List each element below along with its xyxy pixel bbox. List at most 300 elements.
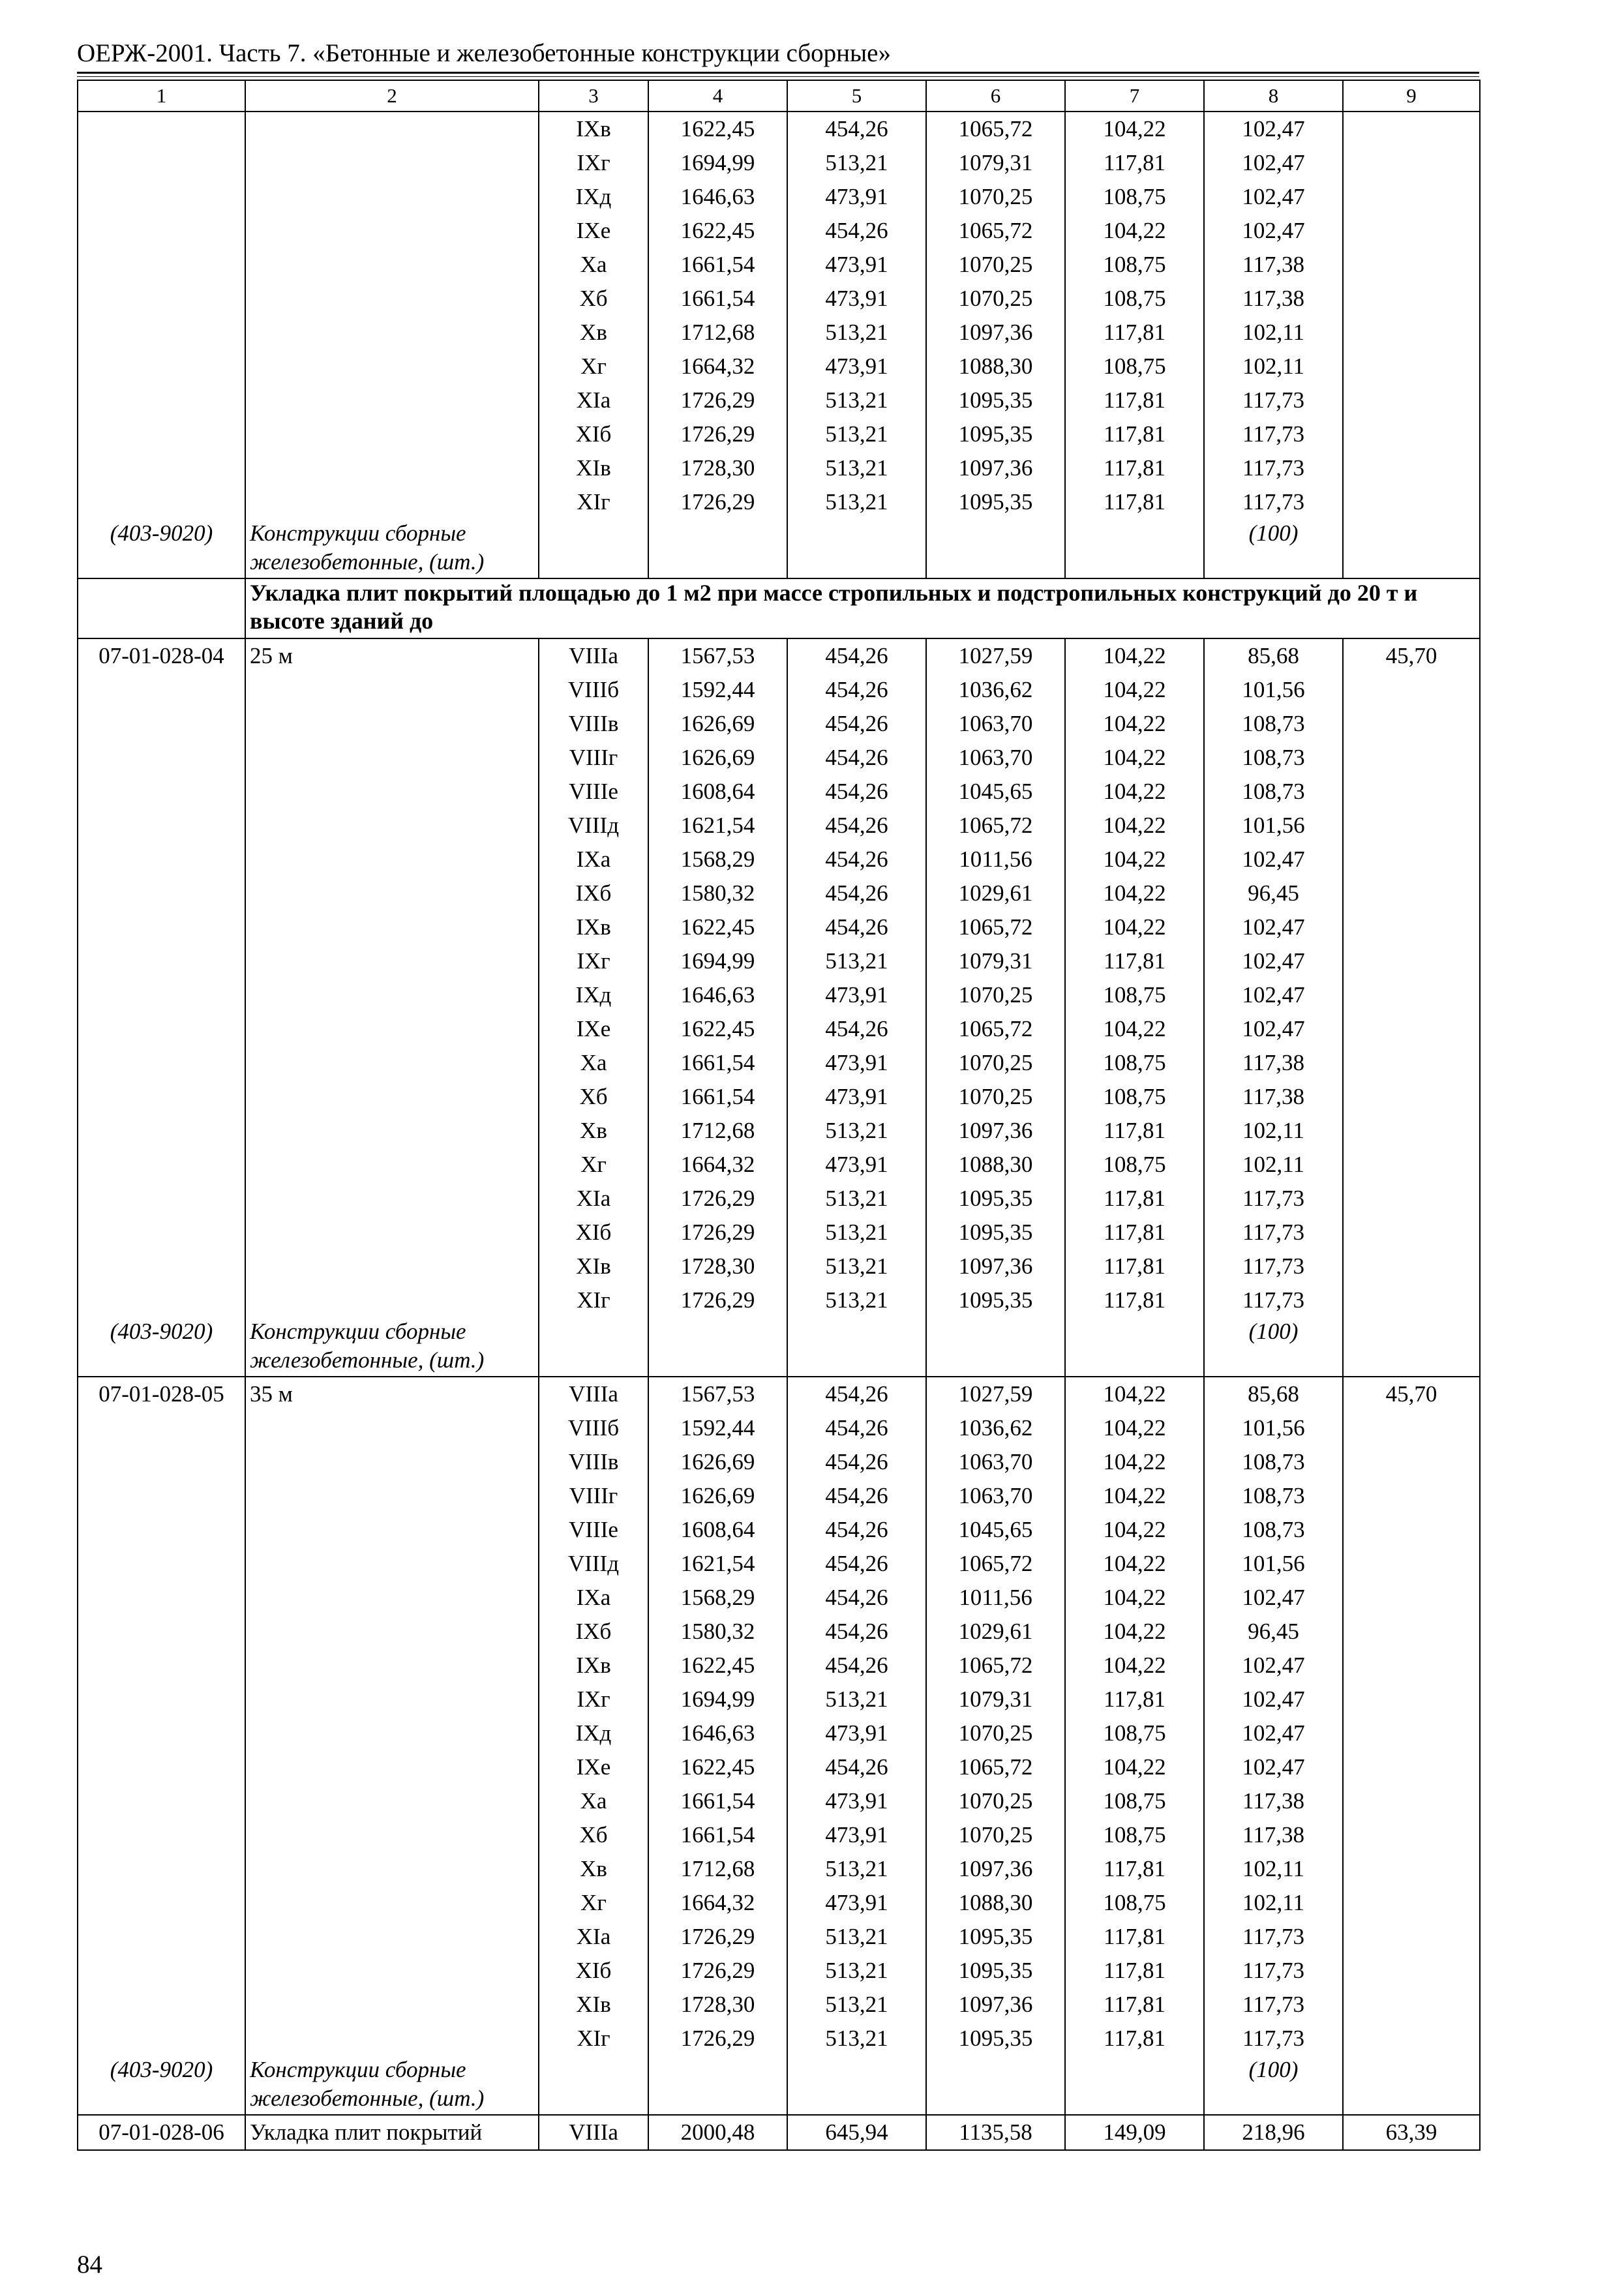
climate-zone-cell: XIг [539, 2022, 648, 2056]
value-cell: 218,96 [1204, 2115, 1343, 2150]
column-number: 3 [539, 80, 648, 112]
value-cell: 1592,44 [648, 1411, 787, 1445]
value-cell: 1070,25 [926, 248, 1065, 282]
value-cell: 102,47 [1204, 1581, 1343, 1615]
value-cell: 473,91 [787, 282, 926, 316]
value-cell: 1621,54 [648, 1547, 787, 1581]
empty-cell [648, 2056, 787, 2115]
value-cell: 473,91 [787, 1886, 926, 1920]
value-cell: 108,75 [1065, 978, 1204, 1012]
value-cell: 1661,54 [648, 1080, 787, 1114]
empty-cell [539, 1317, 648, 1377]
value-cell: 108,75 [1065, 1046, 1204, 1080]
value-cell: 513,21 [787, 383, 926, 417]
value-cell: 108,75 [1065, 248, 1204, 282]
value-cell: 1592,44 [648, 673, 787, 707]
value-cell: 1088,30 [926, 1148, 1065, 1182]
value-cell: 102,47 [1204, 1750, 1343, 1784]
empty-cell [1343, 2056, 1480, 2115]
value-cell: 117,73 [1204, 1283, 1343, 1317]
value-cell: 1726,29 [648, 1954, 787, 1988]
value-cell: 473,91 [787, 1716, 926, 1750]
value-cell: 1726,29 [648, 1920, 787, 1954]
empty-cell [539, 519, 648, 578]
value-cell: 108,73 [1204, 707, 1343, 741]
value-cell: 1070,25 [926, 180, 1065, 214]
value-cell: 1664,32 [648, 350, 787, 383]
value-cell: 101,56 [1204, 673, 1343, 707]
section-title: Укладка плит покрытий площадью до 1 м2 при массе стропильных и подстропильных конструкций до 20 т и высоте зданий до [245, 578, 1480, 638]
value-cell: 1608,64 [648, 1513, 787, 1547]
header-rule-thin [77, 76, 1479, 77]
value-cell: 1095,35 [926, 1283, 1065, 1317]
value-cell: 102,11 [1204, 1886, 1343, 1920]
climate-zone-cell: IXв [539, 910, 648, 944]
value-cell: 104,22 [1065, 673, 1204, 707]
value-cell: 1027,59 [926, 638, 1065, 673]
col9-cell: 45,70 [1343, 1377, 1480, 2056]
value-cell: 102,47 [1204, 1012, 1343, 1046]
climate-zone-cell: IXг [539, 146, 648, 180]
value-cell: 117,81 [1065, 451, 1204, 485]
value-cell: 117,73 [1204, 383, 1343, 417]
column-number: 8 [1204, 80, 1343, 112]
value-cell: 1626,69 [648, 1479, 787, 1513]
value-cell: 454,26 [787, 1377, 926, 1411]
value-cell: 102,47 [1204, 1649, 1343, 1683]
col9-cell: 63,39 [1343, 2115, 1480, 2150]
climate-zone-cell: VIIIв [539, 1445, 648, 1479]
value-cell: 1070,25 [926, 1046, 1065, 1080]
value-cell: 473,91 [787, 180, 926, 214]
value-cell: 1726,29 [648, 383, 787, 417]
value-cell: 1095,35 [926, 1182, 1065, 1216]
column-number: 2 [245, 80, 539, 112]
value-cell: 1608,64 [648, 775, 787, 809]
empty-cell [926, 1317, 1065, 1377]
climate-zone-cell: VIIIг [539, 1479, 648, 1513]
value-cell: 1622,45 [648, 1649, 787, 1683]
table-row [78, 112, 1480, 146]
value-cell: 473,91 [787, 350, 926, 383]
value-cell: 454,26 [787, 638, 926, 673]
value-cell: 117,81 [1065, 1283, 1204, 1317]
value-cell: 1097,36 [926, 451, 1065, 485]
value-cell: 1664,32 [648, 1148, 787, 1182]
value-cell: 108,73 [1204, 741, 1343, 775]
value-cell: 1661,54 [648, 1784, 787, 1818]
value-cell: 513,21 [787, 146, 926, 180]
climate-zone-cell: Xа [539, 248, 648, 282]
value-cell: 1065,72 [926, 112, 1065, 146]
climate-zone-cell: IXд [539, 1716, 648, 1750]
climate-zone-cell: VIIIв [539, 707, 648, 741]
value-cell: 645,94 [787, 2115, 926, 2150]
value-cell: 117,73 [1204, 485, 1343, 519]
value-cell: 1088,30 [926, 1886, 1065, 1920]
value-cell: 117,81 [1065, 1249, 1204, 1283]
resource-description-line: Конструкции сборные [250, 520, 466, 546]
description-cell: 25 м [245, 638, 539, 1317]
empty-cell [1343, 519, 1480, 578]
value-cell: 117,81 [1065, 383, 1204, 417]
value-cell: 454,26 [787, 673, 926, 707]
climate-zone-cell: XIа [539, 383, 648, 417]
value-cell: 1135,58 [926, 2115, 1065, 2150]
value-cell: 1095,35 [926, 383, 1065, 417]
value-cell: 117,73 [1204, 451, 1343, 485]
value-cell: 104,22 [1065, 1479, 1204, 1513]
value-cell: 1728,30 [648, 1988, 787, 2022]
value-cell: 117,73 [1204, 2022, 1343, 2056]
value-cell: 454,26 [787, 876, 926, 910]
value-cell: 108,73 [1204, 775, 1343, 809]
climate-zone-cell: XIг [539, 1283, 648, 1317]
value-cell: 117,81 [1065, 1216, 1204, 1249]
value-cell: 1097,36 [926, 316, 1065, 350]
value-cell: 1626,69 [648, 1445, 787, 1479]
value-cell: 513,21 [787, 1852, 926, 1886]
value-cell: 117,38 [1204, 1784, 1343, 1818]
value-cell: 117,81 [1065, 1954, 1204, 1988]
climate-zone-cell: XIб [539, 1954, 648, 1988]
climate-zone-cell: XIа [539, 1182, 648, 1216]
resource-code: (403-9020) [78, 519, 245, 578]
value-cell: 1726,29 [648, 1182, 787, 1216]
climate-zone-cell: XIв [539, 451, 648, 485]
value-cell: 454,26 [787, 809, 926, 843]
value-cell: 102,11 [1204, 1852, 1343, 1886]
value-cell: 104,22 [1065, 1615, 1204, 1649]
value-cell: 513,21 [787, 944, 926, 978]
value-cell: 102,11 [1204, 1114, 1343, 1148]
climate-zone-cell: XIб [539, 417, 648, 451]
value-cell: 1036,62 [926, 1411, 1065, 1445]
value-cell: 1622,45 [648, 112, 787, 146]
value-cell: 102,47 [1204, 146, 1343, 180]
empty-cell [648, 519, 787, 578]
value-cell: 513,21 [787, 1988, 926, 2022]
value-cell: 1567,53 [648, 1377, 787, 1411]
resource-code: (403-9020) [78, 1317, 245, 1377]
value-cell: 1070,25 [926, 1080, 1065, 1114]
value-cell: 1661,54 [648, 248, 787, 282]
value-cell: 513,21 [787, 417, 926, 451]
climate-zone-cell: IXб [539, 1615, 648, 1649]
value-cell: 1661,54 [648, 282, 787, 316]
climate-zone-cell: Xа [539, 1046, 648, 1080]
value-cell: 513,21 [787, 1249, 926, 1283]
value-cell: 1726,29 [648, 2022, 787, 2056]
value-cell: 1065,72 [926, 809, 1065, 843]
climate-zone-cell: VIIIд [539, 809, 648, 843]
climate-zone-cell: IXд [539, 978, 648, 1012]
value-cell: 1712,68 [648, 1114, 787, 1148]
col9-cell [1343, 112, 1480, 519]
empty-cell [78, 578, 245, 638]
value-cell: 108,73 [1204, 1445, 1343, 1479]
rates-table [77, 80, 1481, 2151]
empty-cell [787, 2056, 926, 2115]
column-number-row [78, 80, 1480, 112]
value-cell: 1664,32 [648, 1886, 787, 1920]
value-cell: 454,26 [787, 1012, 926, 1046]
value-cell: 104,22 [1065, 1547, 1204, 1581]
value-cell: 104,22 [1065, 214, 1204, 248]
value-cell: 454,26 [787, 112, 926, 146]
value-cell: 117,81 [1065, 1182, 1204, 1216]
value-cell: 108,75 [1065, 282, 1204, 316]
climate-zone-cell: Xг [539, 350, 648, 383]
value-cell: 102,47 [1204, 843, 1343, 876]
climate-zone-cell: VIIIе [539, 1513, 648, 1547]
resource-description [245, 519, 539, 578]
value-cell: 108,73 [1204, 1479, 1343, 1513]
value-cell: 117,81 [1065, 1114, 1204, 1148]
value-cell: 454,26 [787, 1479, 926, 1513]
value-cell: 102,11 [1204, 316, 1343, 350]
resource-note-row [78, 2056, 1480, 2115]
col9-cell: 45,70 [1343, 638, 1480, 1317]
value-cell: 1095,35 [926, 1954, 1065, 1988]
value-cell: 101,56 [1204, 1411, 1343, 1445]
value-cell: 1088,30 [926, 350, 1065, 383]
resource-description-line: Конструкции сборные [250, 1319, 466, 1344]
value-cell: 1728,30 [648, 1249, 787, 1283]
value-cell: 454,26 [787, 1615, 926, 1649]
value-cell: 454,26 [787, 843, 926, 876]
value-cell: 104,22 [1065, 112, 1204, 146]
description-cell: Укладка плит покрытий [245, 2115, 539, 2150]
value-cell: 513,21 [787, 485, 926, 519]
value-cell: 104,22 [1065, 1581, 1204, 1615]
value-cell: 473,91 [787, 1080, 926, 1114]
value-cell: 473,91 [787, 978, 926, 1012]
table-row [78, 2115, 1480, 2150]
resource-code: (403-9020) [78, 2056, 245, 2115]
resource-value: (100) [1204, 1317, 1343, 1377]
value-cell: 117,38 [1204, 1818, 1343, 1852]
value-cell: 1065,72 [926, 1547, 1065, 1581]
value-cell: 1065,72 [926, 1649, 1065, 1683]
resource-value: (100) [1204, 519, 1343, 578]
page-number: 84 [77, 2251, 102, 2279]
value-cell: 108,75 [1065, 180, 1204, 214]
climate-zone-cell: XIг [539, 485, 648, 519]
climate-zone-cell: Xб [539, 1080, 648, 1114]
value-cell: 1580,32 [648, 1615, 787, 1649]
value-cell: 454,26 [787, 1411, 926, 1445]
section-title-row [78, 578, 1480, 638]
value-cell: 117,73 [1204, 1182, 1343, 1216]
value-cell: 104,22 [1065, 1649, 1204, 1683]
value-cell: 104,22 [1065, 775, 1204, 809]
value-cell: 101,56 [1204, 1547, 1343, 1581]
value-cell: 108,75 [1065, 1716, 1204, 1750]
value-cell: 1097,36 [926, 1988, 1065, 2022]
value-cell: 1580,32 [648, 876, 787, 910]
empty-cell [1065, 2056, 1204, 2115]
value-cell: 117,38 [1204, 248, 1343, 282]
value-cell: 473,91 [787, 1818, 926, 1852]
value-cell: 1070,25 [926, 1716, 1065, 1750]
value-cell: 1646,63 [648, 180, 787, 214]
value-cell: 102,11 [1204, 350, 1343, 383]
climate-zone-cell: Xв [539, 1852, 648, 1886]
value-cell: 1029,61 [926, 876, 1065, 910]
climate-zone-cell: VIIIб [539, 1411, 648, 1445]
value-cell: 454,26 [787, 741, 926, 775]
value-cell: 102,47 [1204, 112, 1343, 146]
climate-zone-cell: XIа [539, 1920, 648, 1954]
value-cell: 1622,45 [648, 1750, 787, 1784]
climate-zone-cell: IXд [539, 180, 648, 214]
empty-cell [1343, 1317, 1480, 1377]
value-cell: 1622,45 [648, 910, 787, 944]
climate-zone-cell: Xб [539, 282, 648, 316]
value-cell: 117,73 [1204, 1920, 1343, 1954]
value-cell: 96,45 [1204, 876, 1343, 910]
value-cell: 117,73 [1204, 417, 1343, 451]
value-cell: 1095,35 [926, 2022, 1065, 2056]
climate-zone-cell: Xв [539, 1114, 648, 1148]
value-cell: 1070,25 [926, 978, 1065, 1012]
climate-zone-cell: IXг [539, 1683, 648, 1716]
value-cell: 1079,31 [926, 146, 1065, 180]
empty-cell [539, 2056, 648, 2115]
value-cell: 102,47 [1204, 910, 1343, 944]
value-cell: 108,75 [1065, 350, 1204, 383]
table-row [78, 638, 1480, 673]
value-cell: 117,81 [1065, 316, 1204, 350]
value-cell: 1036,62 [926, 673, 1065, 707]
resource-description-line: железобетонные, (шт.) [250, 2086, 485, 2111]
value-cell: 1694,99 [648, 146, 787, 180]
resource-description [245, 2056, 539, 2115]
climate-zone-cell: VIIIа [539, 638, 648, 673]
value-cell: 1567,53 [648, 638, 787, 673]
climate-zone-cell: VIIIа [539, 2115, 648, 2150]
value-cell: 1011,56 [926, 843, 1065, 876]
resource-value: (100) [1204, 2056, 1343, 2115]
value-cell: 149,09 [1065, 2115, 1204, 2150]
value-cell: 454,26 [787, 1445, 926, 1479]
value-cell: 1661,54 [648, 1046, 787, 1080]
climate-zone-cell: IXб [539, 876, 648, 910]
value-cell: 454,26 [787, 775, 926, 809]
climate-zone-cell: Xв [539, 316, 648, 350]
climate-zone-cell: VIIIб [539, 673, 648, 707]
value-cell: 1070,25 [926, 1784, 1065, 1818]
value-cell: 1568,29 [648, 1581, 787, 1615]
value-cell: 104,22 [1065, 1377, 1204, 1411]
value-cell: 104,22 [1065, 1012, 1204, 1046]
climate-zone-cell: Xб [539, 1818, 648, 1852]
climate-zone-cell: Xг [539, 1886, 648, 1920]
description-cell: 35 м [245, 1377, 539, 2056]
climate-zone-cell: Xг [539, 1148, 648, 1182]
value-cell: 1712,68 [648, 316, 787, 350]
value-cell: 102,11 [1204, 1148, 1343, 1182]
value-cell: 1079,31 [926, 944, 1065, 978]
value-cell: 1728,30 [648, 451, 787, 485]
climate-zone-cell: XIб [539, 1216, 648, 1249]
empty-cell [926, 2056, 1065, 2115]
value-cell: 473,91 [787, 248, 926, 282]
value-cell: 1045,65 [926, 1513, 1065, 1547]
value-cell: 102,47 [1204, 180, 1343, 214]
value-cell: 513,21 [787, 316, 926, 350]
empty-cell [648, 1317, 787, 1377]
climate-zone-cell: IXе [539, 1012, 648, 1046]
value-cell: 1626,69 [648, 741, 787, 775]
value-cell: 1726,29 [648, 1283, 787, 1317]
value-cell: 104,22 [1065, 1411, 1204, 1445]
value-cell: 104,22 [1065, 707, 1204, 741]
value-cell: 104,22 [1065, 1513, 1204, 1547]
value-cell: 1095,35 [926, 485, 1065, 519]
value-cell: 454,26 [787, 1547, 926, 1581]
value-cell: 104,22 [1065, 809, 1204, 843]
value-cell: 513,21 [787, 1182, 926, 1216]
climate-zone-cell: IXе [539, 1750, 648, 1784]
column-number: 1 [78, 80, 245, 112]
resource-description-line: Конструкции сборные [250, 2057, 466, 2082]
empty-cell [1065, 1317, 1204, 1377]
value-cell: 1011,56 [926, 1581, 1065, 1615]
table-row [78, 1377, 1480, 1411]
page-header: ОЕРЖ-2001. Часть 7. «Бетонные и железобетонные конструкции сборные» [77, 39, 891, 67]
value-cell: 1694,99 [648, 1683, 787, 1716]
value-cell: 1095,35 [926, 1920, 1065, 1954]
value-cell: 1622,45 [648, 1012, 787, 1046]
climate-zone-cell: IXа [539, 1581, 648, 1615]
value-cell: 108,75 [1065, 1886, 1204, 1920]
value-cell: 1063,70 [926, 1479, 1065, 1513]
value-cell: 102,47 [1204, 1683, 1343, 1716]
value-cell: 102,47 [1204, 214, 1343, 248]
value-cell: 1726,29 [648, 485, 787, 519]
value-cell: 1095,35 [926, 1216, 1065, 1249]
climate-zone-cell: VIIIе [539, 775, 648, 809]
value-cell: 1712,68 [648, 1852, 787, 1886]
value-cell: 1063,70 [926, 1445, 1065, 1479]
column-number: 6 [926, 80, 1065, 112]
climate-zone-cell: IXг [539, 944, 648, 978]
value-cell: 1726,29 [648, 417, 787, 451]
value-cell: 1027,59 [926, 1377, 1065, 1411]
empty-cell [926, 519, 1065, 578]
value-cell: 1079,31 [926, 1683, 1065, 1716]
climate-zone-cell: VIIIа [539, 1377, 648, 1411]
empty-cell [787, 1317, 926, 1377]
value-cell: 1045,65 [926, 775, 1065, 809]
resource-note-row [78, 519, 1480, 578]
column-number: 5 [787, 80, 926, 112]
column-number: 4 [648, 80, 787, 112]
value-cell: 117,73 [1204, 1249, 1343, 1283]
value-cell: 104,22 [1065, 1445, 1204, 1479]
value-cell: 117,81 [1065, 417, 1204, 451]
value-cell: 104,22 [1065, 638, 1204, 673]
value-cell: 513,21 [787, 1683, 926, 1716]
value-cell: 1070,25 [926, 282, 1065, 316]
climate-zone-cell: XIв [539, 1249, 648, 1283]
value-cell: 108,75 [1065, 1818, 1204, 1852]
value-cell: 104,22 [1065, 843, 1204, 876]
value-cell: 117,81 [1065, 944, 1204, 978]
value-cell: 117,73 [1204, 1954, 1343, 1988]
